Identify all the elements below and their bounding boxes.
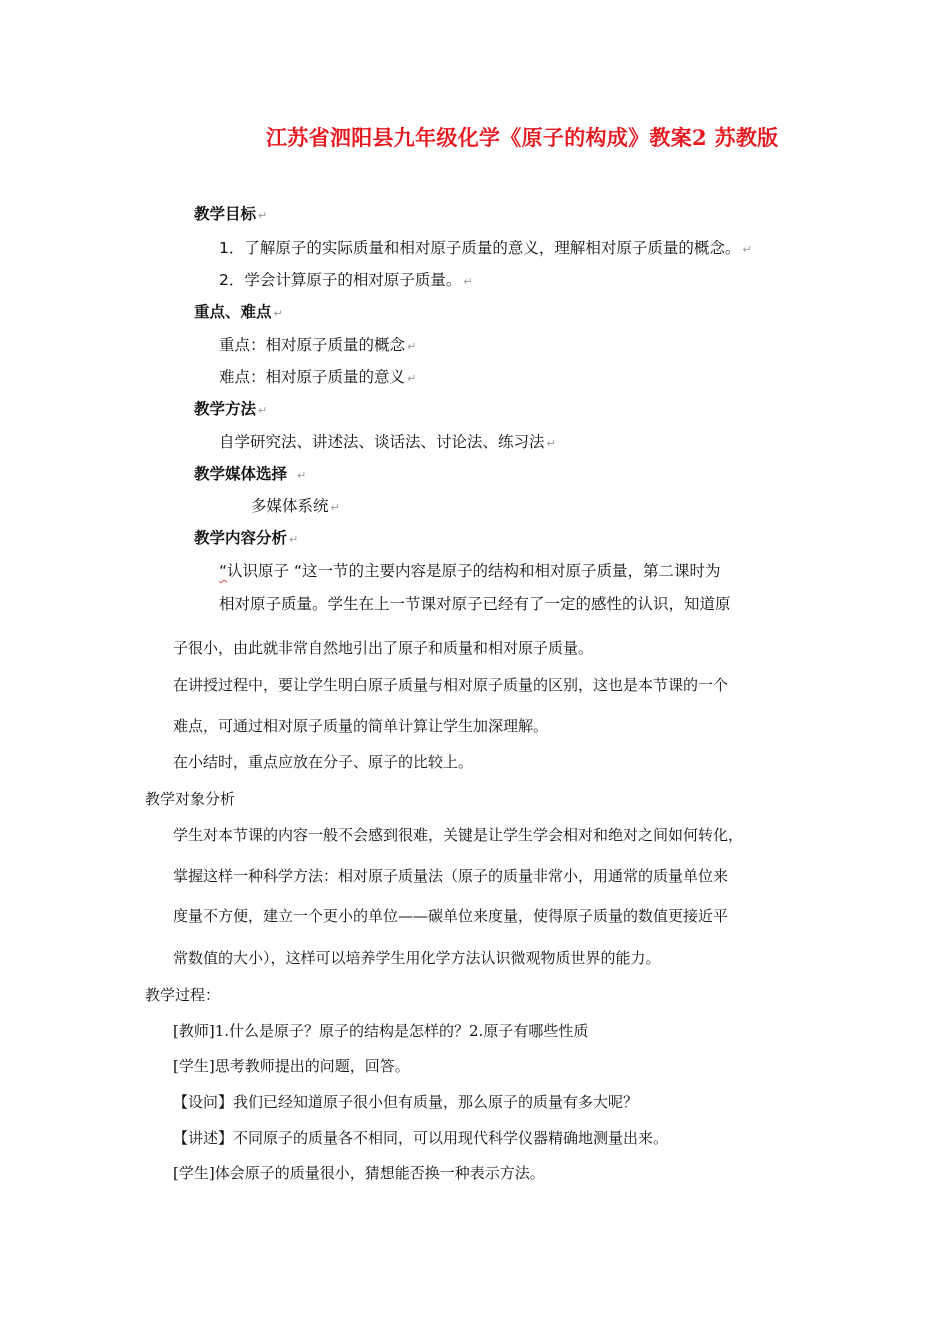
paragraph-mark-icon: ↵ <box>463 275 473 288</box>
objective-item <box>219 270 473 292</box>
content-analysis-heading-line <box>194 528 298 550</box>
content-analysis-line <box>173 752 473 772</box>
process-line: [学生]思考教师提出的问题，回答。 <box>173 1057 410 1075</box>
key-point-focus-text: 重点：相对原子质量的概念 <box>219 336 406 354</box>
methods-text-line <box>219 432 556 454</box>
media-text-line <box>251 496 340 518</box>
audience-analysis-line: 学生对本节课的内容一般不会感到很难，关键是让学生学会相对和绝对之间如何转化， <box>173 826 744 844</box>
media-heading-line <box>194 464 306 486</box>
paragraph-mark-icon: ↵ <box>742 243 752 256</box>
media-text: 多媒体系统 <box>251 497 329 515</box>
key-points-heading: 重点、难点 <box>194 303 272 321</box>
paragraph-mark-icon: ↵ <box>546 437 556 450</box>
audience-analysis-heading: 教学对象分析 <box>145 790 236 808</box>
content-analysis-line-text: 在讲授过程中，要让学生明白原子质量与相对原子质量的区别，这也是本节课的一个 <box>173 676 729 694</box>
process-line: 【设问】我们已经知道原子很小但有质量，那么原子的质量有多大呢？ <box>173 1093 639 1111</box>
paragraph-mark-icon: ↵ <box>289 533 299 546</box>
content-analysis-line <box>173 716 548 736</box>
open-quote: “ <box>219 562 228 580</box>
methods-heading: 教学方法 <box>194 400 257 418</box>
content-analysis-line <box>173 675 728 695</box>
paragraph-mark-icon: ↵ <box>258 209 268 222</box>
methods-heading-line <box>194 399 267 421</box>
content-analysis-line-text: 子很小，由此就非常自然地引出了原子和质量和相对原子质量。 <box>173 639 594 657</box>
objectives-heading: 教学目标 <box>194 205 257 223</box>
content-analysis-line <box>173 638 593 658</box>
key-point-difficulty-text: 难点：相对原子质量的意义 <box>219 368 406 386</box>
methods-text: 自学研究法、讲述法、谈话法、讨论法、练习法 <box>219 433 545 451</box>
process-heading: 教学过程： <box>145 986 221 1004</box>
content-analysis-heading: 教学内容分析 <box>194 529 288 547</box>
paragraph-mark-icon: ↵ <box>407 372 417 385</box>
content-analysis-line-text: 认识原子 “这一节的主要内容是原子的结构和相对原子质量，第二课时为 <box>227 562 721 580</box>
content-analysis-line-text: 难点，可通过相对原子质量的简单计算让学生加深理解。 <box>173 717 549 735</box>
key-point-difficulty <box>219 367 416 389</box>
audience-analysis-line: 度量不方便，建立一个更小的单位——碳单位来度量，使得原子质量的数值更接近平 <box>173 907 729 925</box>
objective-item-text: 1．了解原子的实际质量和相对原子质量的意义，理解相对原子质量的概念。 <box>219 239 741 257</box>
document-title: 江苏省泗阳县九年级化学《原子的构成》教案2 苏教版 <box>266 125 779 150</box>
process-line: 【讲述】不同原子的质量各不相同，可以用现代科学仪器精确地测量出来。 <box>173 1129 669 1147</box>
media-heading: 教学媒体选择 <box>194 465 288 483</box>
objective-item <box>219 238 752 260</box>
objectives-heading-line <box>194 204 267 226</box>
content-analysis-line <box>219 594 731 614</box>
paragraph-mark-icon: ↵ <box>407 340 417 353</box>
key-point-focus <box>219 335 416 357</box>
content-analysis-line-text: 相对原子质量。学生在上一节课对原子已经有了一定的感性的认识，知道原 <box>219 595 731 613</box>
paragraph-mark-icon: ↵ <box>258 404 268 417</box>
paragraph-mark-icon: ↵ <box>273 307 283 320</box>
key-points-heading-line <box>194 302 283 324</box>
process-line: [学生]体会原子的质量很小，猜想能否换一种表示方法。 <box>173 1164 545 1182</box>
process-line: [教师]1.什么是原子？原子的结构是怎样的？2.原子有哪些性质 <box>173 1022 589 1040</box>
paragraph-mark-icon: ↵ <box>297 469 307 482</box>
content-analysis-line <box>219 561 721 581</box>
content-analysis-line-text: 在小结时，重点应放在分子、原子的比较上。 <box>173 753 474 771</box>
audience-analysis-line: 常数值的大小），这样可以培养学生用化学方法认识微观物质世界的能力。 <box>173 949 661 967</box>
objective-item-text: 2．学会计算原子的相对原子质量。 <box>219 271 462 289</box>
paragraph-mark-icon: ↵ <box>330 501 340 514</box>
audience-analysis-line: 掌握这样一种科学方法：相对原子质量法（原子的质量非常小，用通常的质量单位来 <box>173 867 729 885</box>
